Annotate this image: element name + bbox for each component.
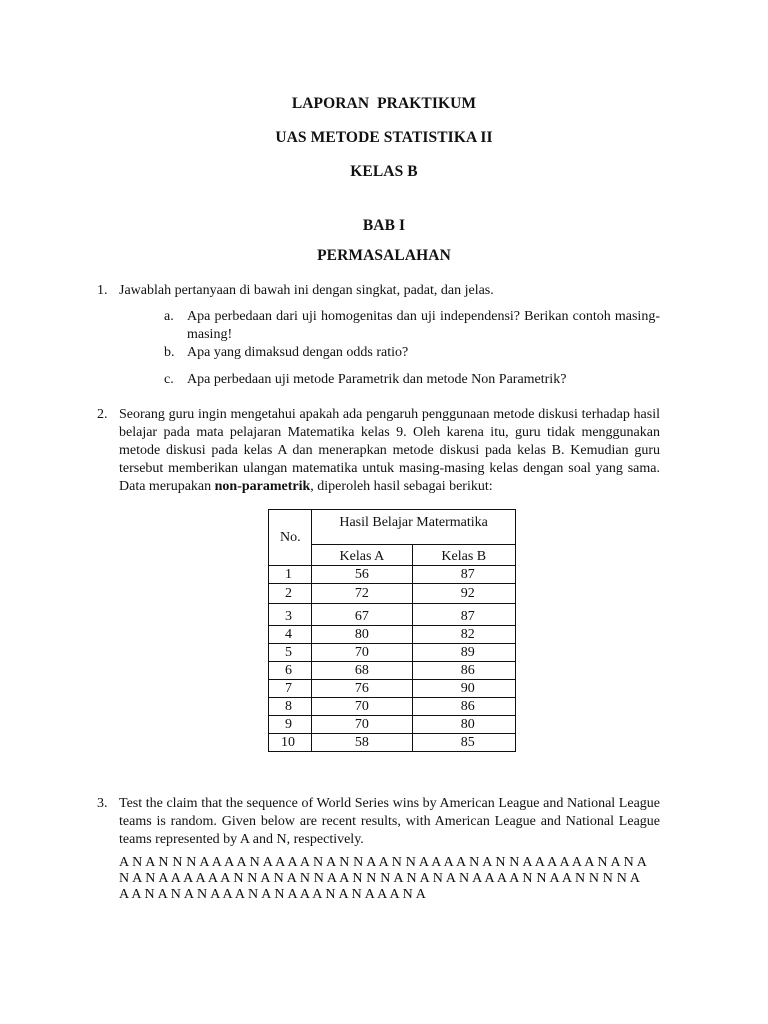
table-row xyxy=(269,680,516,698)
sequence-line-1: A N A N N N A A A A N A A A A N A N N A A N N A A A A N A N N A A A A A A N A N A xyxy=(119,855,648,870)
table-row xyxy=(269,644,516,662)
table-cell-kelas-a: 56 xyxy=(312,566,412,584)
table-cell-no: 5 xyxy=(269,644,312,662)
question-1b-letter: b. xyxy=(164,345,175,360)
results-table xyxy=(268,509,516,752)
question-1b-text: Apa yang dimaksud dengan odds ratio? xyxy=(187,345,409,360)
table-cell-kelas-b: 87 xyxy=(412,566,515,584)
table-cell-no: 10 xyxy=(269,734,312,752)
table-row xyxy=(269,584,516,604)
question-2-bold-term: non-parametrik xyxy=(214,479,311,494)
table-cell-kelas-a: 70 xyxy=(312,716,412,734)
sequence-line-2: N A N A A A A A A N N A N A N N A A N N N A N A N A N A A A A N N A A N N N N A xyxy=(119,871,641,886)
chapter-title: PERMASALAHAN xyxy=(317,247,451,264)
table-header-group: Hasil Belajar Matermatika xyxy=(312,510,516,545)
table-cell-no: 1 xyxy=(269,566,312,584)
table-row xyxy=(269,698,516,716)
table-cell-kelas-a: 72 xyxy=(312,584,412,604)
table-row xyxy=(269,566,516,584)
table-cell-kelas-b: 89 xyxy=(412,644,515,662)
table-cell-no: 9 xyxy=(269,716,312,734)
table-cell-kelas-b: 86 xyxy=(412,662,515,680)
table-cell-no: 2 xyxy=(269,584,312,604)
table-cell-no: 7 xyxy=(269,680,312,698)
table-row xyxy=(269,662,516,680)
sequence-line-3: A A N A N A N A A A N A N A A A N A N A A A N A xyxy=(119,887,427,902)
table-cell-kelas-a: 76 xyxy=(312,680,412,698)
table-cell-kelas-a: 58 xyxy=(312,734,412,752)
table-cell-no: 6 xyxy=(269,662,312,680)
question-3-text: Test the claim that the sequence of World Series wins by American League and National League teams is random. Given below are recent results, with American League and National League teams represented by A and N, respectively. xyxy=(119,796,660,847)
table-cell-kelas-b: 80 xyxy=(412,716,515,734)
question-3-number: 3. xyxy=(97,796,108,811)
table-cell-kelas-b: 87 xyxy=(412,604,515,626)
question-1-number: 1. xyxy=(97,283,108,298)
question-1a-text: Apa perbedaan dari uji homogenitas dan uji independensi? Berikan contoh masing- masing! xyxy=(187,309,660,342)
question-1-text: Jawablah pertanyaan di bawah ini dengan singkat, padat, dan jelas. xyxy=(119,283,494,298)
table-cell-kelas-b: 92 xyxy=(412,584,515,604)
table-row xyxy=(269,604,516,626)
table-cell-kelas-a: 67 xyxy=(312,604,412,626)
table-cell-no: 4 xyxy=(269,626,312,644)
question-2-number: 2. xyxy=(97,407,108,422)
question-2-text xyxy=(119,406,660,496)
table-cell-kelas-b: 82 xyxy=(412,626,515,644)
table-row xyxy=(269,734,516,752)
table-row xyxy=(269,716,516,734)
table-header-kelas-a: Kelas A xyxy=(312,545,412,566)
table-cell-kelas-b: 86 xyxy=(412,698,515,716)
table-cell-kelas-a: 68 xyxy=(312,662,412,680)
report-class: KELAS B xyxy=(350,163,418,180)
question-1a-letter: a. xyxy=(164,309,174,324)
chapter-number: BAB I xyxy=(362,217,406,234)
table-cell-kelas-a: 80 xyxy=(312,626,412,644)
table-cell-kelas-b: 85 xyxy=(412,734,515,752)
question-2-text-after: , diperoleh hasil sebagai berikut: xyxy=(310,479,493,494)
question-1c-letter: c. xyxy=(164,372,174,387)
table-cell-no: 3 xyxy=(269,604,312,626)
question-1c-text: Apa perbedaan uji metode Parametrik dan metode Non Parametrik? xyxy=(187,372,567,387)
table-cell-kelas-a: 70 xyxy=(312,698,412,716)
report-subtitle: UAS METODE STATISTIKA II xyxy=(275,129,493,146)
report-title: LAPORAN PRAKTIKUM xyxy=(291,95,477,112)
table-cell-kelas-a: 70 xyxy=(312,644,412,662)
table-cell-no: 8 xyxy=(269,698,312,716)
table-row xyxy=(269,626,516,644)
table-header-no: No. xyxy=(269,510,312,566)
table-header-kelas-b: Kelas B xyxy=(412,545,515,566)
question-2-text-before: Seorang guru ingin mengetahui apakah ada pengaruh penggunaan metode diskusi terhadap hasil belajar pada mata pelajaran Matematika kelas 9. Oleh karena itu, guru tidak menggunakan metode diskusi pada kelas A dan menerapkan metode diskusi pada kelas B. Kemudian guru tersebut memberikan ulangan matematika untuk masing-masing kelas dengan soal yang sama. Data merupakan xyxy=(119,407,660,494)
table-cell-kelas-b: 90 xyxy=(412,680,515,698)
